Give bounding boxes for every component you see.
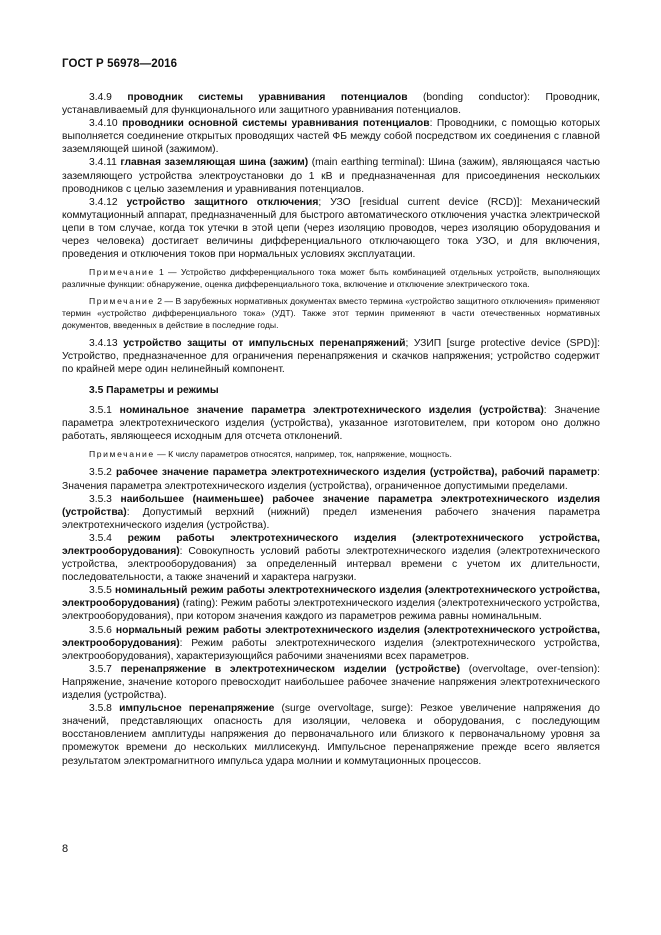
note-3-4-12-1: Примечание 1 — Устройство дифференциального тока может быть комбинацией отдельных устройств, выполняющих различные функции: обнаружение, оценка дифференциального тока, включение и отключение электрического тока. (62, 267, 600, 289)
term-3-5-8: 3.5.8 импульсное перенапряжение (surge overvoltage, surge): Резкое увеличение напряжения до значений, представляющих опасность для изоляции, человека и оборудования, с последующим восстановлением амплитуды напряжения до первоначального или близкого к первоначальному уровня за промежуток времени до нескольких миллисекунд. Импульсное перенапряжение прежде всего является результатом электромагнитного импульса удара молнии и коммутационных процессов. (62, 703, 600, 767)
standard-header: ГОСТ Р 56978—2016 (62, 58, 178, 70)
term-3-4-13: 3.4.13 устройство защиты от импульсных перенапряжений; УЗИП [surge protective device (SPD)]: Устройство, предназначенное для ограничения перенапряжения и скачков напряжения; устройство содержит по крайней мере один нелинейный компонент. (62, 338, 600, 376)
term-3-5-7: 3.5.7 перенапряжение в электротехническом изделии (устройстве) (overvoltage, over-tension): Напряжение, значение которого превосходит наибольшее рабочее значение напряжения электротехнического изделия (устройства). (62, 663, 600, 702)
document-body (62, 91, 600, 768)
term-3-4-9: 3.4.9 проводник системы уравнивания потенциалов (bonding conductor): Проводник, устанавливаемый для функционального или защитного уравнивания потенциалов. (62, 92, 600, 117)
term-3-5-4: 3.5.4 режим работы электротехнического изделия (электротехнического устройства, электрооборудования): Совокупность условий работы электротехнического изделия (электротехнического устройства, электрооборудования) за определенный интервал времени с учетом их длительности, последовательности, а также значений и характера нагрузки. (62, 532, 600, 584)
term-3-5-2: 3.5.2 рабочее значение параметра электротехнического изделия (устройства), рабочий параметр: Значения параметра электротехнического изделия (устройства), ограниченное допустимыми пределами. (62, 467, 600, 492)
term-3-5-1: 3.5.1 номинальное значение параметра электротехнического изделия (устройства): Значение параметра электротехнического изделия (устройства), указанное изготовителем, при котором оно должно работать, являющееся исходным для отсчета отклонений. (62, 404, 600, 442)
term-3-5-6: 3.5.6 нормальный режим работы электротехнического изделия (электротехнического устройства, электрооборудования): Режим работы электротехнического изделия (электротехнического устройства, электрооборудования), характеризующийся рабочими значениями всех параметров. (62, 624, 600, 662)
section-title: 3.5 Параметры и режимы (89, 385, 219, 397)
term-3-5-3: 3.5.3 наибольшее (наименьшее) рабочее значение параметра электротехнического изделия (устройства): Допустимый верхний (нижний) предел изменения рабочего значения параметра электротехнического изделия (устройства). (62, 493, 600, 531)
term-3-4-12: 3.4.12 устройство защитного отключения; УЗО [residual current device (RCD)]: Механический коммутационный аппарат, предназначенный для быстрого автоматического отключения участка электрической цепи в том случае, когда ток утечки в этой цепи (через изоляцию проводов, через изоляцию оборудования и через человека) достигает величины дифференциального отключающего тока УЗО, и для включения, проведения и отключения токов при нормальных условиях эксплуатации. (62, 196, 600, 261)
page-number: 8 (62, 843, 69, 855)
term-3-4-11: 3.4.11 главная заземляющая шина (зажим) (main earthing terminal): Шина (зажим), являющаяся частью заземляющего устройства электроустановки до 1 кВ и предназначенная для присоединения нескольких проводников с целью заземления и уравнивания потенциалов. (62, 157, 600, 195)
term-3-5-5: 3.5.5 номинальный режим работы электротехнического изделия (электротехнического устройства, электрооборудования) (rating): Режим работы электротехнического изделия (электротехнического устройства, электрооборудования), при котором значения каждого из параметров режима равны номинальным. (62, 585, 600, 623)
note-3-5-1: Примечание — К числу параметров относятся, например, ток, напряжение, мощность. (89, 448, 452, 459)
note-3-4-12-2: Примечание 2 — В зарубежных нормативных документах вместо термина «устройство защитного отключения» применяют термин «устройство дифференциального тока» (УДТ). Также этот термин применяют в части отечественных нормативных документов, введенных в действие в последние годы. (62, 296, 600, 330)
term-3-4-10: 3.4.10 проводники основной системы уравнивания потенциалов: Проводники, с помощью которых выполняется соединение открытых проводящих частей ФБ между собой посредством их соединения с главной заземляющей шиной (зажимом). (62, 118, 600, 156)
